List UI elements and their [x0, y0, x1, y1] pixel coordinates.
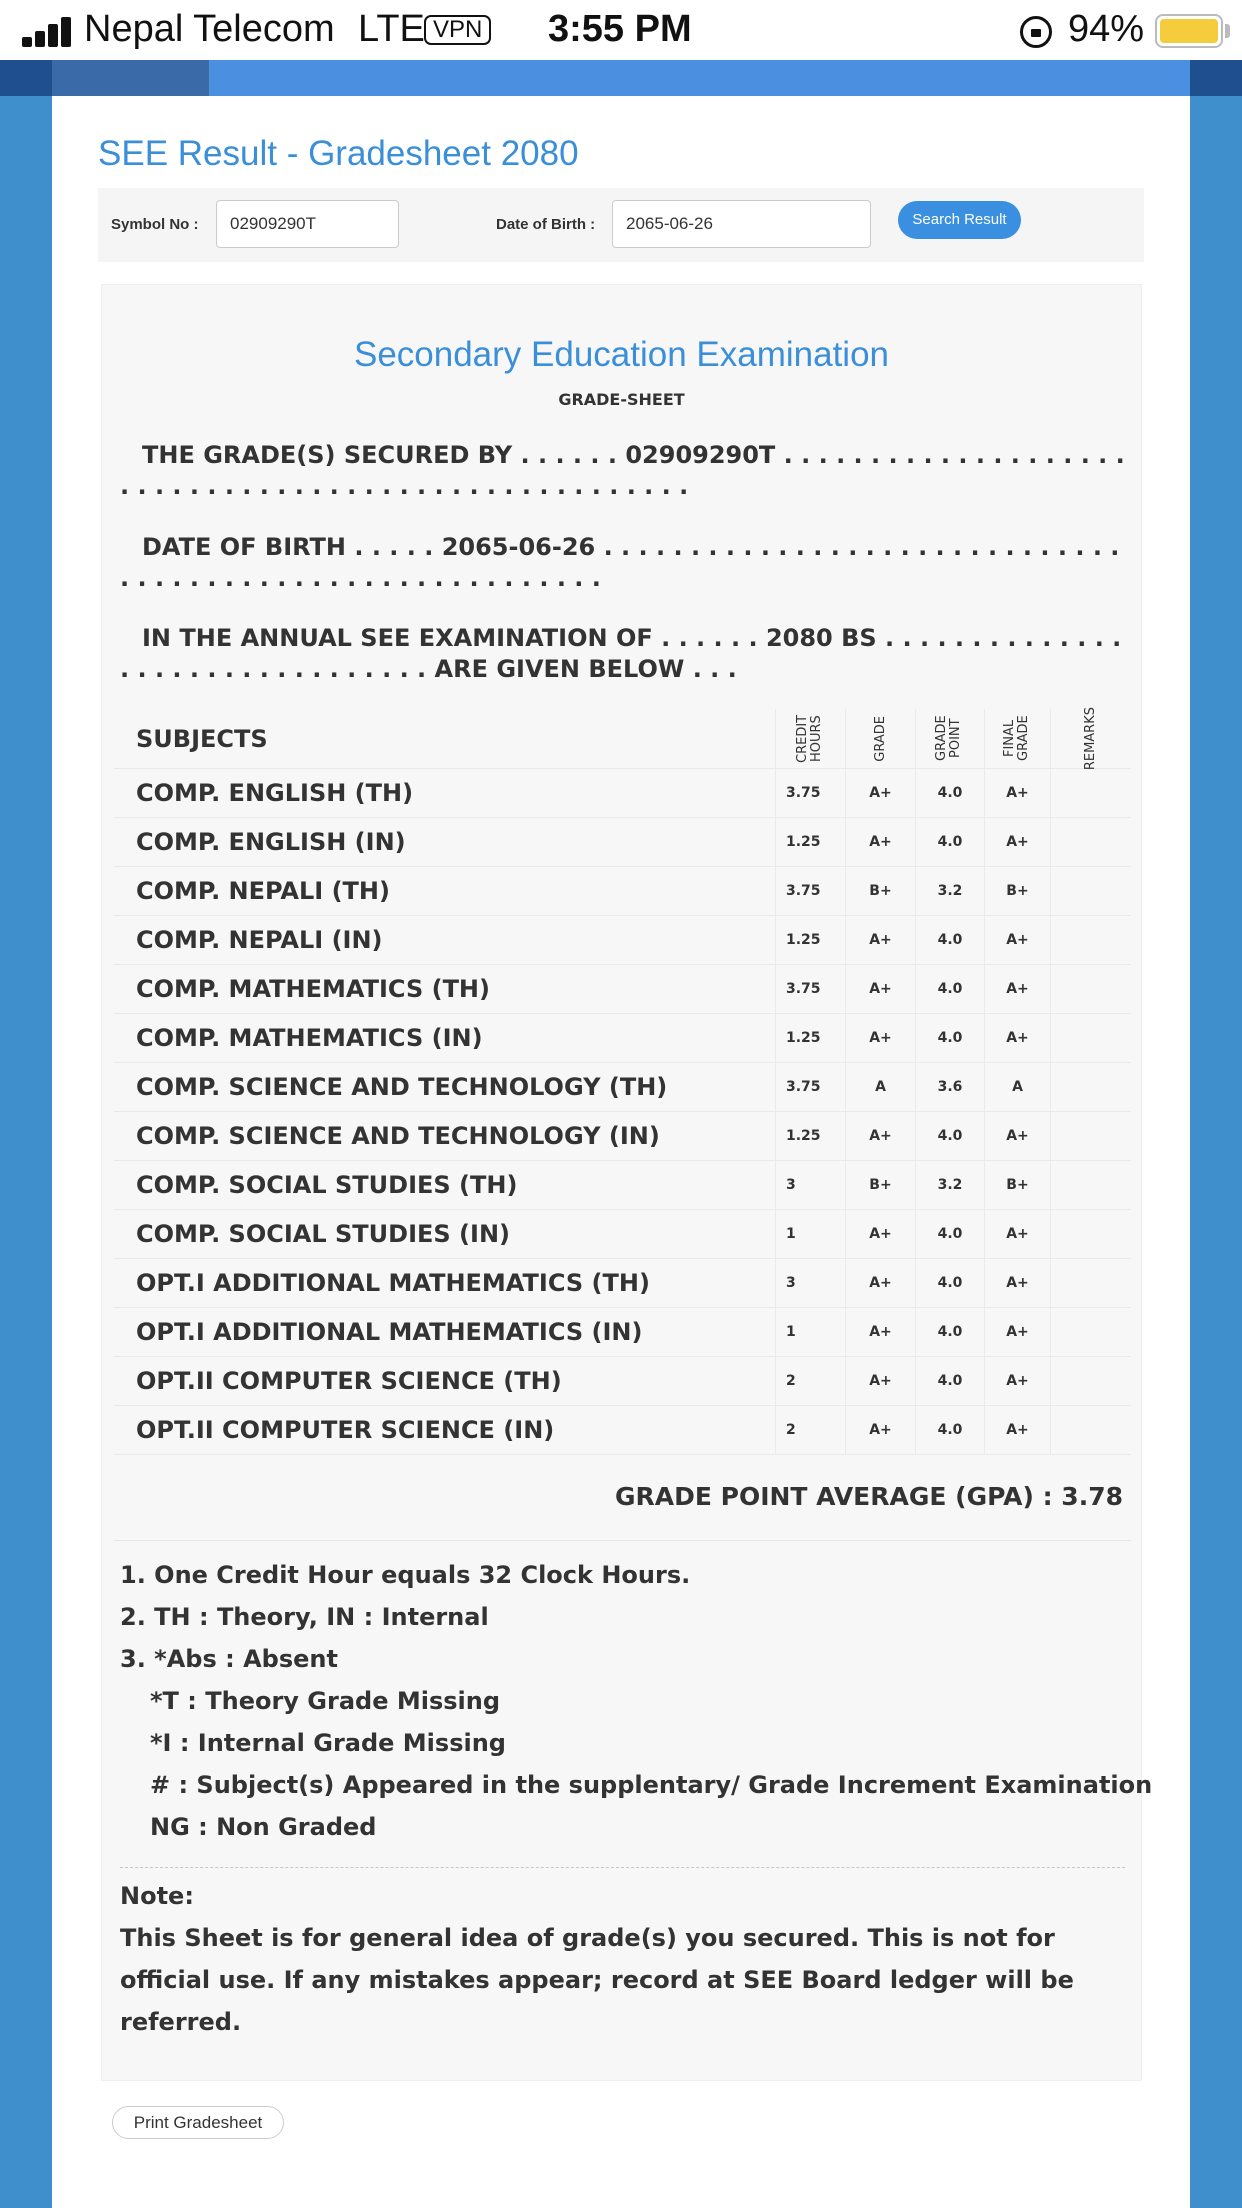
final-grade-cell: B+ [984, 867, 1050, 915]
grade-cell: A+ [845, 1014, 915, 1062]
grade-point-cell: 4.0 [915, 1112, 984, 1160]
grades-table [114, 706, 1131, 1455]
gpa-divider [114, 1540, 1131, 1541]
grade-cell: A+ [845, 1259, 915, 1307]
clock: 3:55 PM [548, 8, 692, 50]
table-row [114, 867, 1131, 916]
battery-cap [1225, 24, 1230, 38]
subject-cell: OPT.II COMPUTER SCIENCE (IN) [136, 1416, 555, 1444]
table-row [114, 1014, 1131, 1063]
search-result-button[interactable]: Search Result [898, 201, 1021, 239]
table-row [114, 818, 1131, 867]
nav-edge-right [1190, 60, 1242, 96]
grade-cell: A+ [845, 916, 915, 964]
note-title: Note: [120, 1882, 194, 1910]
dob-label: Date of Birth : [496, 216, 596, 233]
final-grade-cell: B+ [984, 1161, 1050, 1209]
credit-hours-cell: 1.25 [775, 1014, 845, 1062]
subject-cell: OPT.II COMPUTER SCIENCE (TH) [136, 1367, 562, 1395]
credit-hours-cell: 2 [775, 1357, 845, 1405]
subject-cell: COMP. NEPALI (TH) [136, 877, 390, 905]
credit-hours-cell: 3.75 [775, 965, 845, 1013]
final-grade-cell: A+ [984, 916, 1050, 964]
final-grade-cell: A+ [984, 965, 1050, 1013]
header-credit-hours [775, 709, 845, 768]
header-final-grade-label: FINAL GRADE [1001, 715, 1031, 762]
grade-cell: A+ [845, 1210, 915, 1258]
remarks-cell [1050, 1210, 1131, 1258]
signal-icon [22, 17, 72, 47]
table-row [114, 1259, 1131, 1308]
note-item: 2. TH : Theory, IN : Internal [120, 1603, 489, 1631]
remarks-cell [1050, 1357, 1131, 1405]
grade-cell: B+ [845, 1161, 915, 1209]
grade-point-cell: 4.0 [915, 1014, 984, 1062]
dob-line: DATE OF BIRTH . . . . . 2065-06-26 . . . . . . . . . . . . . . . . . . . . . . . . . . . . . . . . . . . . . . . . . . . . . . . . . . . . . . . . . . [120, 533, 1120, 592]
final-grade-cell: A+ [984, 1210, 1050, 1258]
gpa-value: GRADE POINT AVERAGE (GPA) : 3.78 [614, 1482, 1123, 1511]
note-text: This Sheet is for general idea of grade(s) you secured. This is not for official use. If any mistakes appear; record at SEE Board ledger will be referred. [120, 1924, 1074, 2036]
dob-input[interactable]: 2065-06-26 [612, 200, 871, 248]
subject-cell: COMP. ENGLISH (IN) [136, 828, 406, 856]
header-credit-hours-label: CREDIT HOURS [794, 714, 824, 763]
header-grade [845, 709, 915, 768]
grade-cell: A [845, 1063, 915, 1111]
credit-hours-cell: 2 [775, 1406, 845, 1454]
remarks-cell [1050, 965, 1131, 1013]
remarks-cell [1050, 1161, 1131, 1209]
page-title: SEE Result - Gradesheet 2080 [98, 134, 579, 173]
header-subjects: SUBJECTS [136, 724, 268, 753]
credit-hours-cell: 1.25 [775, 1112, 845, 1160]
main-card [52, 96, 1190, 2208]
print-gradesheet-button[interactable]: Print Gradesheet [112, 2106, 284, 2139]
battery-percent: 94% [1068, 8, 1145, 50]
subject-cell: COMP. MATHEMATICS (IN) [136, 1024, 483, 1052]
exam-title: Secondary Education Examination [353, 335, 890, 374]
remarks-cell [1050, 1406, 1131, 1454]
gradesheet-subtitle: GRADE-SHEET [558, 390, 685, 409]
remarks-cell [1050, 916, 1131, 964]
grade-point-cell: 3.2 [915, 1161, 984, 1209]
grade-cell: A+ [845, 1357, 915, 1405]
grade-cell: A+ [845, 965, 915, 1013]
credit-hours-cell: 3.75 [775, 867, 845, 915]
note-item: *T : Theory Grade Missing [150, 1687, 501, 1715]
header-grade-label: GRADE [872, 715, 888, 762]
subject-cell: COMP. NEPALI (IN) [136, 926, 383, 954]
table-row [114, 1357, 1131, 1406]
final-grade-cell: A [984, 1063, 1050, 1111]
remarks-cell [1050, 867, 1131, 915]
table-header-row [114, 706, 1131, 771]
grade-point-cell: 4.0 [915, 818, 984, 866]
grade-point-cell: 4.0 [915, 1308, 984, 1356]
header-grade-point-label: GRADE POINT [934, 715, 963, 762]
status-bar [0, 0, 1242, 60]
grade-point-cell: 4.0 [915, 1259, 984, 1307]
grade-point-cell: 4.0 [915, 769, 984, 817]
battery-icon [1155, 14, 1223, 48]
final-grade-cell: A+ [984, 769, 1050, 817]
remarks-cell [1050, 769, 1131, 817]
subject-cell: COMP. SCIENCE AND TECHNOLOGY (TH) [136, 1073, 668, 1101]
symbol-label: Symbol No : [111, 216, 199, 233]
credit-hours-cell: 1.25 [775, 818, 845, 866]
grade-point-cell: 4.0 [915, 1210, 984, 1258]
table-body [114, 769, 1131, 1455]
subject-cell: COMP. ENGLISH (TH) [136, 779, 414, 807]
subject-cell: COMP. SOCIAL STUDIES (IN) [136, 1220, 510, 1248]
credit-hours-cell: 3 [775, 1259, 845, 1307]
credit-hours-cell: 3.75 [775, 1063, 845, 1111]
nav-edge-left [0, 60, 52, 96]
final-grade-cell: A+ [984, 1357, 1050, 1405]
carrier-name: Nepal Telecom [84, 8, 335, 50]
grade-sheet [101, 284, 1153, 2081]
note-item: 3. *Abs : Absent [120, 1645, 338, 1673]
grade-cell: A+ [845, 1308, 915, 1356]
grade-point-cell: 4.0 [915, 1406, 984, 1454]
final-grade-cell: A+ [984, 1112, 1050, 1160]
header-grade-point [915, 709, 984, 768]
annual-exam-line: IN THE ANNUAL SEE EXAMINATION OF . . . . . . 2080 BS . . . . . . . . . . . . . . . . . . . . . . . . . . . . . . . . ARE GIVEN BELOW . . . [120, 624, 1122, 683]
remarks-cell [1050, 1308, 1131, 1356]
grade-point-cell: 4.0 [915, 916, 984, 964]
table-row [114, 1406, 1131, 1455]
vpn-badge: VPN [424, 15, 491, 45]
table-row [114, 1063, 1131, 1112]
final-grade-cell: A+ [984, 1259, 1050, 1307]
final-grade-cell: A+ [984, 1308, 1050, 1356]
subject-cell: COMP. SOCIAL STUDIES (TH) [136, 1171, 518, 1199]
note-item: *I : Internal Grade Missing [150, 1729, 506, 1757]
network-type: LTE [358, 8, 425, 50]
grade-point-cell: 3.6 [915, 1063, 984, 1111]
grade-point-cell: 4.0 [915, 965, 984, 1013]
header-remarks [1050, 706, 1131, 771]
note-item: 1. One Credit Hour equals 32 Clock Hours. [120, 1561, 691, 1589]
top-nav-band [0, 60, 1242, 96]
symbol-input[interactable]: 02909290T [216, 200, 399, 248]
remarks-cell [1050, 1063, 1131, 1111]
header-remarks-label: REMARKS [1083, 706, 1098, 771]
credit-hours-cell: 1 [775, 1210, 845, 1258]
note-item: NG : Non Graded [150, 1813, 377, 1841]
grade-cell: B+ [845, 867, 915, 915]
final-grade-cell: A+ [984, 1014, 1050, 1062]
grade-cell: A+ [845, 818, 915, 866]
grade-point-cell: 4.0 [915, 1357, 984, 1405]
subject-cell: OPT.I ADDITIONAL MATHEMATICS (TH) [136, 1269, 650, 1297]
secured-by-line: THE GRADE(S) SECURED BY . . . . . . 02909290T . . . . . . . . . . . . . . . . . . . . . . . . . . . . . . . . . . . . . . . . . . . . . . . . . . . . . [120, 441, 1125, 500]
table-row [114, 916, 1131, 965]
table-row [114, 769, 1131, 818]
rotation-lock-icon [1020, 16, 1052, 48]
battery-fill [1160, 19, 1218, 43]
note-item: # : Subject(s) Appeared in the supplentary/ Grade Increment Examination [150, 1771, 1153, 1799]
subject-cell: COMP. MATHEMATICS (TH) [136, 975, 490, 1003]
header-final-grade [984, 709, 1050, 768]
subject-cell: COMP. SCIENCE AND TECHNOLOGY (IN) [136, 1122, 660, 1150]
subject-cell: OPT.I ADDITIONAL MATHEMATICS (IN) [136, 1318, 643, 1346]
table-row [114, 1161, 1131, 1210]
table-row [114, 965, 1131, 1014]
search-form [98, 188, 1144, 262]
remarks-cell [1050, 1014, 1131, 1062]
credit-hours-cell: 3 [775, 1161, 845, 1209]
remarks-cell [1050, 1112, 1131, 1160]
grade-point-cell: 3.2 [915, 867, 984, 915]
grade-cell: A+ [845, 769, 915, 817]
nav-active-tab[interactable] [52, 60, 209, 96]
table-row [114, 1308, 1131, 1357]
final-grade-cell: A+ [984, 818, 1050, 866]
table-row [114, 1112, 1131, 1161]
notes-list [120, 1554, 1153, 1848]
credit-hours-cell: 3.75 [775, 769, 845, 817]
table-row [114, 1210, 1131, 1259]
final-grade-cell: A+ [984, 1406, 1050, 1454]
credit-hours-cell: 1.25 [775, 916, 845, 964]
grade-cell: A+ [845, 1112, 915, 1160]
remarks-cell [1050, 818, 1131, 866]
grade-cell: A+ [845, 1406, 915, 1454]
remarks-cell [1050, 1259, 1131, 1307]
credit-hours-cell: 1 [775, 1308, 845, 1356]
note-divider [120, 1867, 1125, 1868]
